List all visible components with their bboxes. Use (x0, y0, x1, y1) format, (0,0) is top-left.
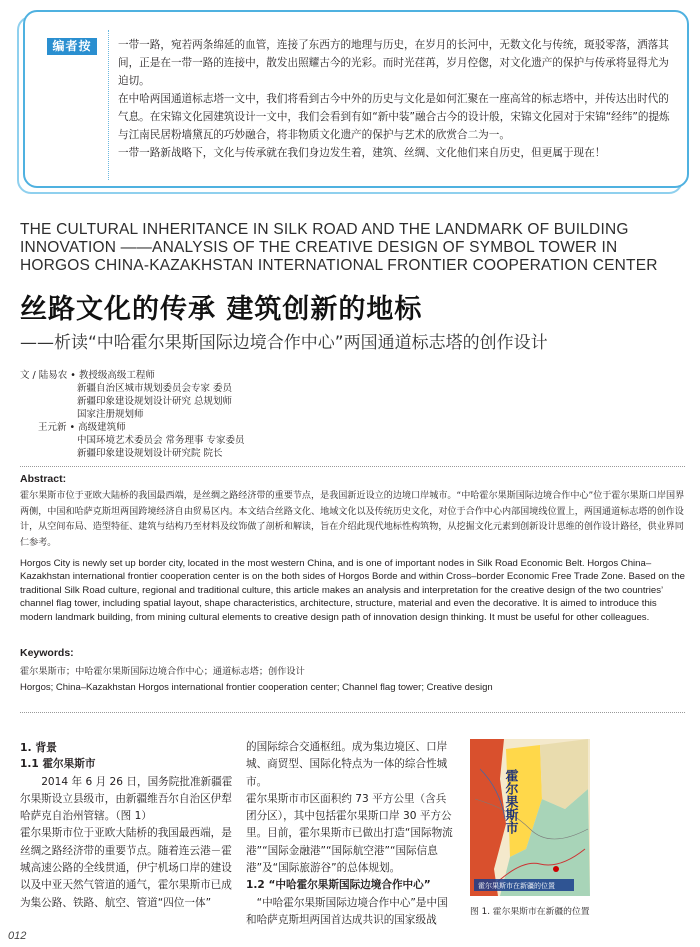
editor-note-paragraph: 一带一路新战略下，文化与传承就在我们身边发生着，建筑、丝绸、文化他们来自历史，但更属于现在！ (118, 147, 606, 159)
author-line: 新疆印象建设规划设计研究 总规划师 (77, 396, 233, 407)
section-divider (20, 712, 685, 713)
abstract-english: Horgos City is newly set up border city, located in the most western China, and is one of important nodes in Silk Road Economic Belt. Horgos China–Kazakhstan international frontier cooperation center is on the both sides of Horgos Borde and within Cross–border Economic Free Trade Zone. Based on the traditional Silk Road culture, regional and traditional culture, this article makes an analysis and interpretation for the creative design of the two countries’ channel flag tower, including spatial layout, shape characteristics, architecture, structure, material and even the decorative. It is aimed to introduce this modern landmark building, from mining cultural elements to creative design path of innovation design thinking. It must be useful for other colleagues. (20, 558, 686, 623)
abstract-chinese: 霍尔果斯市位于亚欧大陆桥的我国最西端，是丝绸之路经济带的重要节点，是我国新近设立的边境口岸城市。“中哈霍尔果斯国际边境合作中心”位于霍尔果斯口岸国界两侧，中国和哈萨克斯坦两国跨境经济自由贸易区内。本文结合丝路文化、地域文化以及传统历史文化，对位于合作中心内部国境线位置上，两国通道标志塔的创作设计，从空间布局、造型特征、建筑与结构乃至材料及纹饰做了剖析和解读，旨在介绍此现代地标性构筑物，从挖掘文化元素到创新设计思维的创作设计路径，供业界同仁参考。 (20, 491, 685, 548)
body-paragraph: 的国际综合交通枢纽。成为集边境区、口岸城、商贸型、国际化特点为一体的综合性城市。 (246, 741, 448, 788)
author-line: 文 / 陆易农 • 教授级高级工程师 (20, 370, 155, 381)
section-heading: 1. 背景 (20, 741, 57, 754)
editor-note-tag: 编者按 (47, 38, 97, 55)
author-line: 新疆自治区城市规划委员会专家 委员 (77, 383, 233, 394)
section-divider (20, 466, 685, 467)
author-block (20, 369, 420, 460)
map-graphic (470, 739, 590, 896)
author-line: 中国环境艺术委员会 常务理事 专家委员 (77, 435, 245, 446)
map-region-label: 霍尔果斯市 (502, 769, 518, 834)
location-map-figure (470, 739, 590, 896)
body-paragraph: “中哈霍尔果斯国际边境合作中心”是中国和哈萨克斯坦两国首达成共识的国家级战 (246, 896, 448, 926)
editor-note-divider (108, 30, 109, 180)
map-caption-label: 霍尔果斯市在新疆的位置 (478, 882, 555, 890)
author-line: 王元新 • 高级建筑师 (38, 422, 126, 433)
editor-note-paragraph: 在中哈两国通道标志塔一文中，我们将看到古今中外的历史与文化是如何汇聚在一座高耸的标志塔中，并传达出时代的气息。在宋锦文化园建筑设计一文中，我们会看到有如“新中装”融合古今的设计般，宋锦文化园对于宋锦“经纬”的提炼与江南民居粉墙黛瓦的巧妙融合，将非物质文化遗产的保护与艺术的欣赏合二为一。 (118, 93, 670, 141)
chinese-subtitle: ——析读“中哈霍尔果斯国际边境合作中心”两国通道标志塔的创作设计 (20, 333, 548, 353)
subsection-heading: 1.1 霍尔果斯市 (20, 758, 96, 771)
author-line: 国家注册规划师 (77, 409, 144, 420)
keywords-heading: Keywords: (20, 647, 74, 659)
english-title: THE CULTURAL INHERITANCE IN SILK ROAD AND THE LANDMARK OF BUILDING INNOVATION ——ANALYSIS OF THE CREATIVE DESIGN OF SYMBOL TOWER IN HORGOS CHINA-KAZAKHSTAN INTERNATIONAL FRONTIER COOPERATION CENTER (20, 221, 658, 274)
body-paragraph: 霍尔果斯市位于亚欧大陆桥的我国最西端，是丝绸之路经济带的重要节点。随着连云港－霍城高速公路的全线贯通，伊宁机场口岸的建设以及中亚天然气管道的通气，霍尔果斯市已成为集公路、铁路、航空、管道“四位一体” (20, 827, 232, 909)
body-column-2 (246, 739, 456, 929)
body-paragraph: 霍尔果斯市市区面积约 73 平方公里（含兵团分区），其中包括霍尔果斯口岸 30 平方公里。目前，霍尔果斯市已做出打造“国际物流港”“国际金融港”“国际航空港”“国际信息港”及“国际旅游谷”的总体规划。 (246, 792, 453, 875)
chinese-title: 丝路文化的传承 建筑创新的地标 (20, 294, 423, 325)
editor-note-text (118, 36, 673, 162)
keywords-chinese: 霍尔果斯市；中哈霍尔果斯国际边境合作中心；通道标志塔；创作设计 (20, 666, 305, 677)
page-number: 012 (8, 930, 27, 942)
keywords-english: Horgos; China–Kazakhstan Horgos international frontier cooperation center; Channel flag tower; Creative design (20, 682, 493, 693)
abstract-heading: Abstract: (20, 473, 67, 485)
author-line: 新疆印象建设规划设计研究院 院长 (77, 448, 223, 459)
body-column-1 (20, 739, 238, 912)
subsection-heading: 1.2 “中哈霍尔果斯国际边境合作中心” (246, 879, 431, 892)
editor-note-paragraph: 一带一路，宛若两条绵延的血管，连接了东西方的地理与历史，在岁月的长河中，无数文化与传统，斑驳零落，洒落其间，正是在一带一路的连接中，散发出照耀古今的光彩。而时光荏苒，岁月倥偬，对文化遗产的保护与传承将显得尤为迫切。 (118, 39, 669, 87)
body-paragraph: 2014 年 6 月 26 日，国务院批准新疆霍尔果斯设立县级市，由新疆维吾尔自治区伊犁哈萨克自治州管辖。（图 1） (20, 775, 233, 823)
figure-caption: 图 1. 霍尔果斯市在新疆的位置 (470, 907, 590, 917)
